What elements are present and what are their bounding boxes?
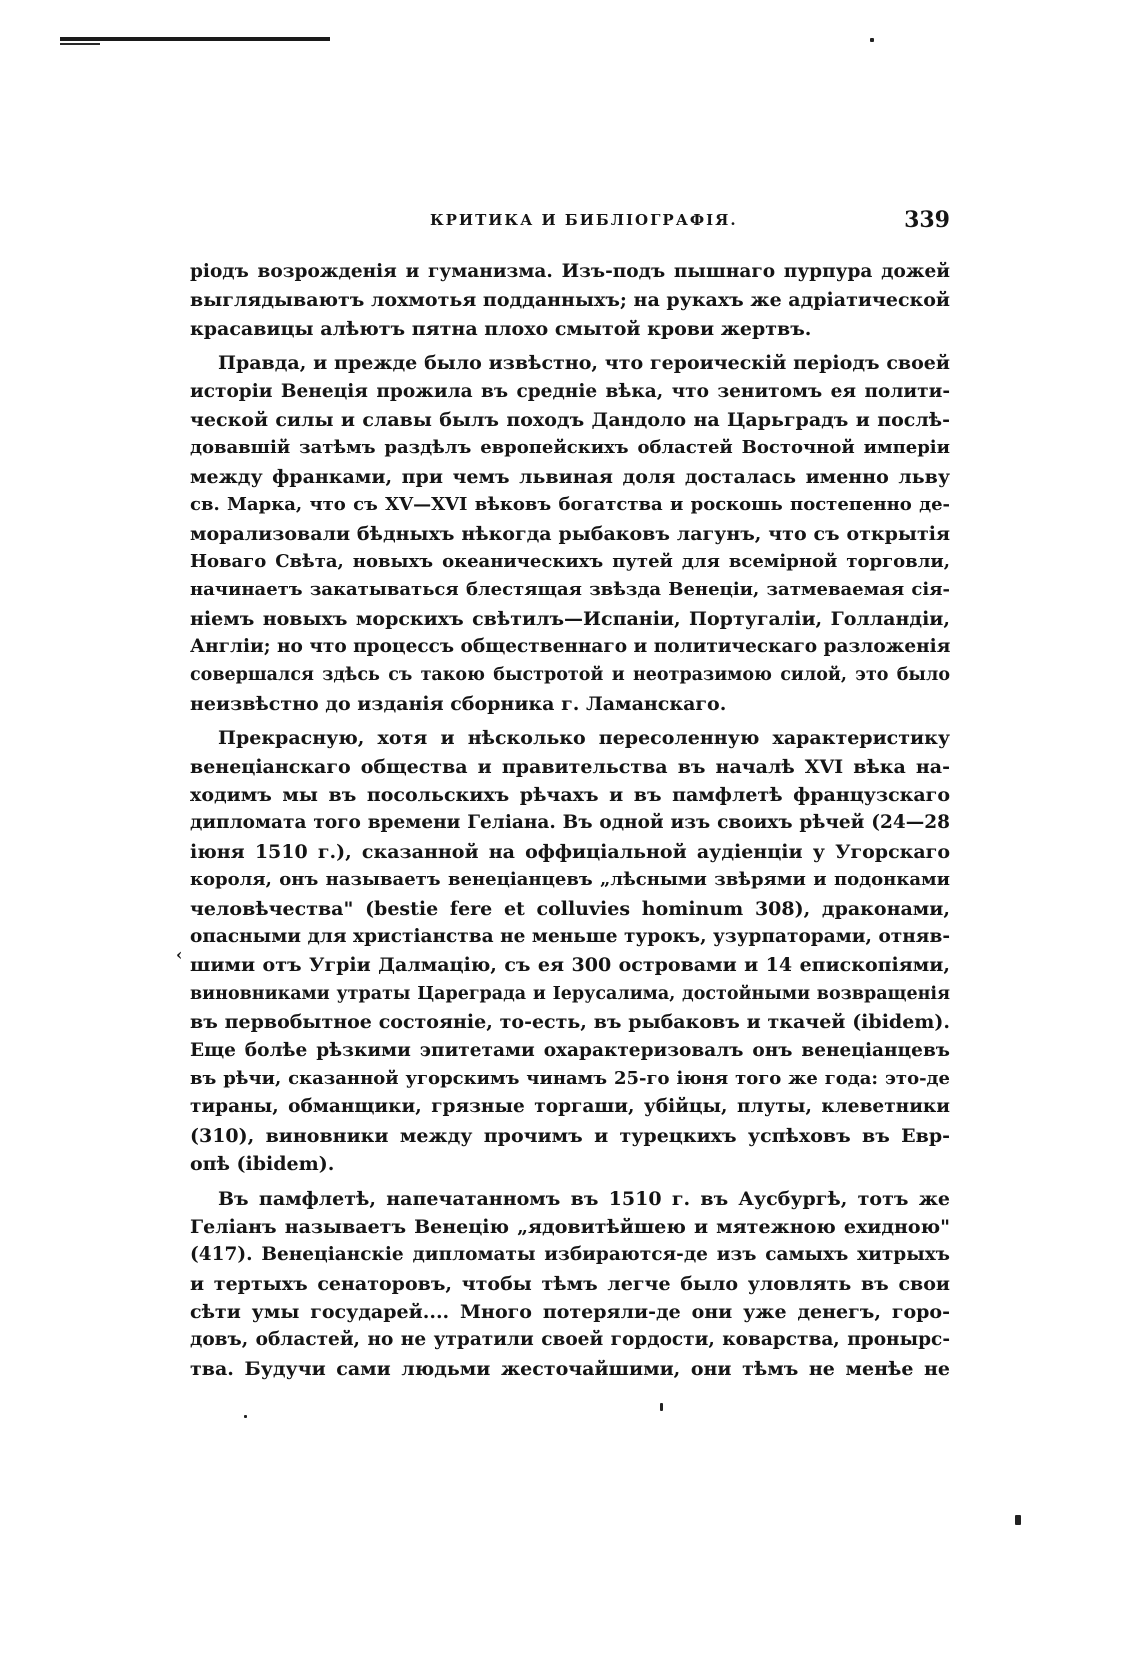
text-line: морализовали бѣдныхъ нѣкогда рыбаковъ лагунъ, что съ открытія bbox=[190, 522, 950, 545]
text-line: короля, онъ называетъ венеціанцевъ „лѣсными звѣрями и подонками bbox=[190, 869, 950, 891]
text-line: тва. Будучи сами людьми жесточайшими, они тѣмъ не менѣе не bbox=[190, 1357, 950, 1380]
text-line: іюня 1510 г.), сказанной на оффиціальной аудіенціи у Угорскаго bbox=[190, 840, 950, 863]
text-line: опасными для христіанства не меньше турокъ, узурпаторами, отняв- bbox=[190, 925, 950, 947]
running-header bbox=[190, 207, 950, 237]
scan-speck bbox=[870, 38, 874, 42]
text-line: сѣти умы государей.... Много потеряли-де они уже денегъ, горо- bbox=[190, 1301, 950, 1324]
text-line: (310), виновники между прочимъ и турецкихъ успѣховъ въ Евр- bbox=[190, 1124, 950, 1147]
text-line: ріодъ возрожденія и гуманизма. Изъ-подъ пышнаго пурпура дожей bbox=[190, 261, 950, 282]
scan-edge-rule bbox=[60, 37, 330, 41]
paragraph bbox=[190, 349, 950, 718]
paragraph bbox=[190, 724, 950, 1178]
text-line: венеціанскаго общества и правительства въ началѣ XVI вѣка на- bbox=[190, 755, 950, 778]
page-number: 339 bbox=[904, 207, 950, 233]
text-line: (417). Венеціанскіе дипломаты избираются-де изъ самыхъ хитрыхъ bbox=[190, 1244, 950, 1266]
scan-speck bbox=[660, 1403, 663, 1411]
text-line: Правда, и прежде было извѣстно, что героическій періодъ своей bbox=[218, 352, 950, 375]
margin-mark: ‹ bbox=[176, 945, 183, 964]
scan-edge-rule-thin bbox=[60, 43, 100, 45]
text-line: въ первобытное состояніе, то-есть, въ рыбаковъ и ткачей (ibidem). bbox=[190, 1011, 950, 1034]
paragraph bbox=[190, 258, 950, 343]
text-line: опѣ (ibidem). bbox=[190, 1153, 335, 1176]
text-line: довъ, областей, но не утратили своей гордости, коварства, пронырс- bbox=[190, 1329, 950, 1351]
text-line: дипломата того времени Геліана. Въ одной изъ своихъ рѣчей (24—28 bbox=[190, 812, 950, 834]
body-text bbox=[190, 258, 950, 1383]
text-line: виновниками утраты Цареграда и Іерусалима, достойными возвращенія bbox=[190, 983, 950, 1004]
text-line: тираны, обманщики, грязные торгаши, убійцы, плуты, клеветники bbox=[190, 1096, 950, 1118]
text-line: Прекрасную, хотя и нѣсколько пересоленную характеристику bbox=[218, 727, 950, 750]
scan-speck bbox=[1015, 1515, 1021, 1525]
text-line: въ рѣчи, сказанной угорскимъ чинамъ 25-го іюня того же года: это-де bbox=[190, 1067, 950, 1089]
text-line: человѣчества" (bestie fere et colluvies hominum 308), драконами, bbox=[190, 897, 950, 920]
text-line: выглядываютъ лохмотья подданныхъ; на рукахъ же адріатической bbox=[190, 289, 950, 312]
text-line: довавшій затѣмъ раздѣлъ европейскихъ областей Восточной имперіи bbox=[190, 437, 950, 459]
text-line: неизвѣстно до изданія сборника г. Ламанскаго. bbox=[190, 692, 727, 715]
text-line: Новаго Свѣта, новыхъ океаническихъ путей для всемірной торговли, bbox=[190, 550, 950, 572]
section-title: КРИТИКА И БИБЛІОГРАФІЯ. bbox=[430, 211, 738, 229]
text-line: ческой силы и славы былъ походъ Дандоло на Царьградъ и послѣ- bbox=[190, 408, 950, 431]
text-line: св. Марка, что съ XV—XVI вѣковъ богатства и роскошь постепенно де- bbox=[190, 494, 950, 516]
text-line: и тертыхъ сенаторовъ, чтобы тѣмъ легче было уловлять въ свои bbox=[190, 1272, 950, 1295]
text-line: совершался здѣсь съ такою быстротой и неотразимою силой, это было bbox=[190, 665, 950, 686]
text-line: Геліанъ называетъ Венецію „ядовитѣйшею и мятежною ехидною" bbox=[190, 1215, 950, 1238]
scan-speck bbox=[244, 1415, 247, 1418]
text-line: ніемъ новыхъ морскихъ свѣтилъ—Испаніи, Португаліи, Голландіи, bbox=[190, 607, 950, 630]
text-line: Англіи; но что процессъ общественнаго и политическаго разложенія bbox=[190, 636, 951, 658]
text-line: между франками, при чемъ львиная доля досталась именно льву bbox=[190, 465, 950, 488]
paragraph bbox=[190, 1185, 950, 1384]
text-line: исторіи Венеція прожила въ средніе вѣка, что зенитомъ ея полити- bbox=[190, 380, 950, 402]
text-line: Въ памфлетѣ, напечатанномъ въ 1510 г. въ Аусбургѣ, тотъ же bbox=[218, 1187, 950, 1210]
text-line: красавицы алѣютъ пятна плохо смытой крови жертвъ. bbox=[190, 317, 812, 340]
text-line: начинаетъ закатываться блестящая звѣзда Венеціи, затмеваемая сія- bbox=[190, 579, 950, 601]
text-line: Еще болѣе рѣзкими эпитетами охарактеризовалъ онъ венеціанцевъ bbox=[190, 1039, 950, 1061]
text-line: шими отъ Угріи Далмацію, съ ея 300 островами и 14 епископіями, bbox=[190, 954, 950, 977]
text-line: ходимъ мы въ посольскихъ рѣчахъ и въ памфлетѣ французскаго bbox=[190, 784, 950, 807]
